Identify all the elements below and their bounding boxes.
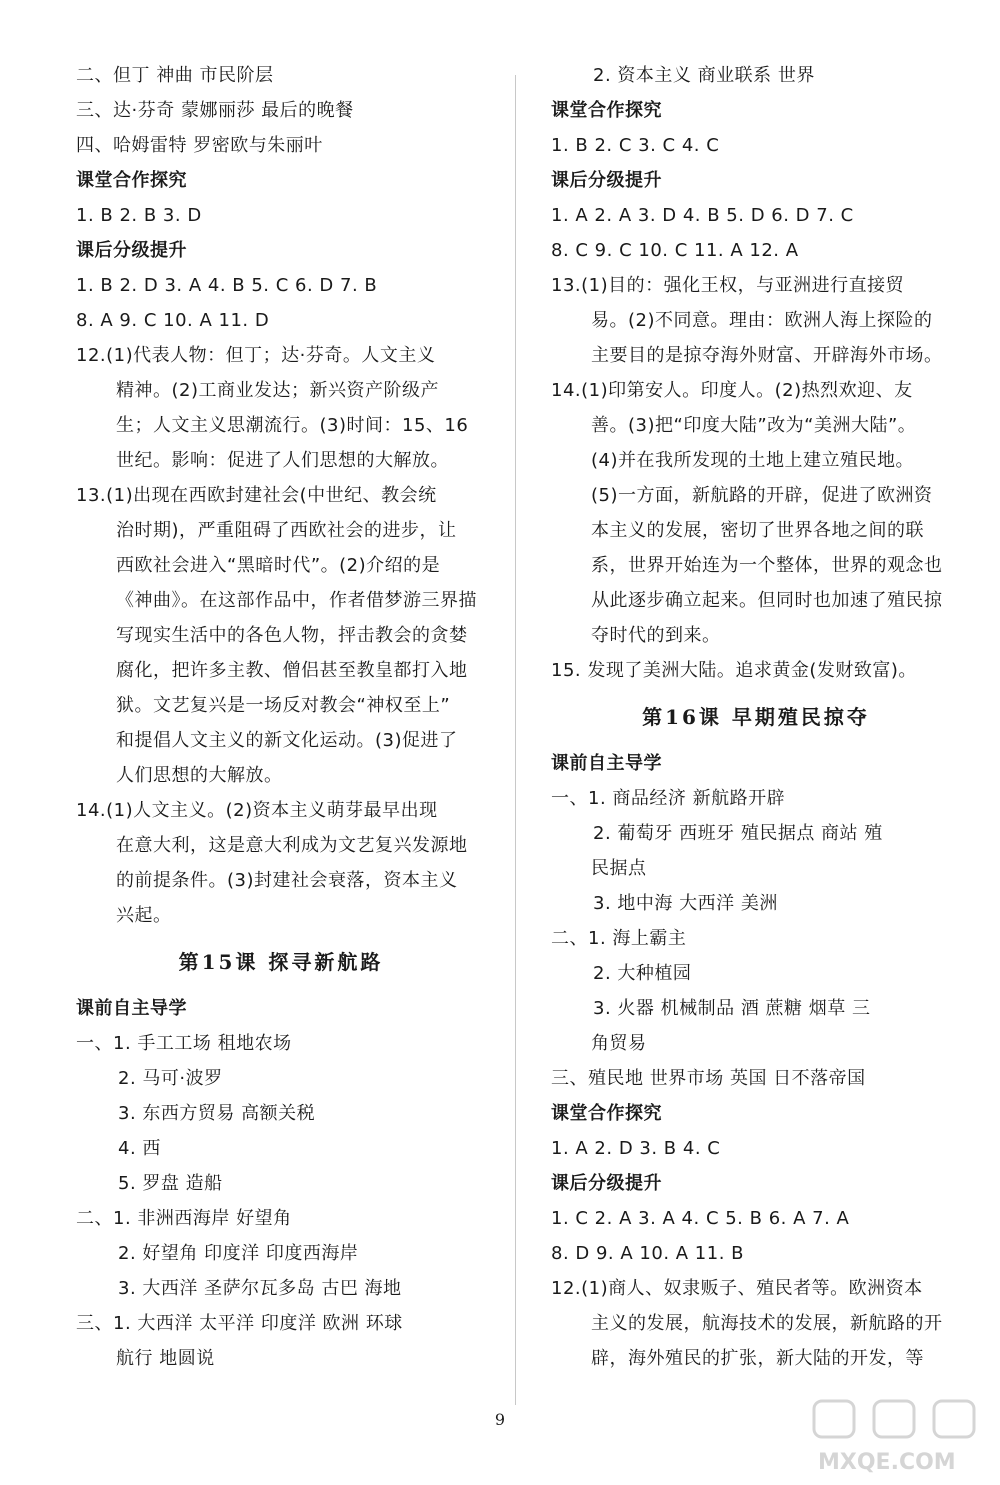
answer-continuation: 易。(2)不同意。理由：欧洲人海上探险的 (591, 310, 933, 331)
answer-sub-item: 5. 罗盘 造船 (118, 1173, 223, 1194)
answer-continuation: 航行 地圆说 (116, 1348, 215, 1369)
section-heading: 课堂合作探究 (76, 170, 187, 191)
answer-line: 1. B 2. C 3. C 4. C (551, 135, 720, 156)
answer-line: 1. A 2. A 3. D 4. B 5. D 6. D 7. C (551, 205, 854, 226)
answer-line: 一、1. 商品经济 新航路开辟 (551, 788, 786, 809)
answer-line: 13.(1)出现在西欧封建社会(中世纪、教会统 (76, 485, 437, 506)
answer-continuation: 本主义的发展，密切了世界各地之间的联 (591, 520, 924, 541)
right-column (551, 58, 961, 1376)
answer-sub-item: 2. 好望角 印度洋 印度西海岸 (118, 1243, 359, 1264)
answer-line: 1. B 2. B 3. D (76, 205, 202, 226)
answer-sub-item: 2. 葡萄牙 西班牙 殖民据点 商站 殖 (593, 823, 883, 844)
answer-line: 12.(1)商人、奴隶贩子、殖民者等。欧洲资本 (551, 1278, 923, 1299)
answer-line: 8. A 9. C 10. A 11. D (76, 310, 270, 331)
section-heading: 课前自主导学 (76, 998, 187, 1019)
section-heading: 课后分级提升 (551, 170, 662, 191)
answer-continuation: 夺时代的到来。 (591, 625, 721, 646)
answer-continuation: 辟，海外殖民的扩张，新大陆的开发，等 (591, 1348, 924, 1369)
answer-continuation: 世纪。影响：促进了人们思想的大解放。 (116, 450, 449, 471)
section-heading: 课后分级提升 (76, 240, 187, 261)
answer-continuation: 在意大利，这是意大利成为文艺复兴发源地 (116, 835, 468, 856)
answer-continuation: 的前提条件。(3)封建社会衰落，资本主义 (116, 870, 458, 891)
answer-continuation: 狱。文艺复兴是一场反对教会“神权至上” (116, 695, 451, 716)
answer-line: 1. C 2. A 3. A 4. C 5. B 6. A 7. A (551, 1208, 850, 1229)
answer-continuation: 腐化，把许多主教、僧侣甚至教皇都打入地 (116, 660, 468, 681)
answer-continuation: 主要目的是掠夺海外财富、开辟海外市场。 (591, 345, 943, 366)
answer-continuation: 主义的发展，航海技术的发展，新航路的开 (591, 1313, 943, 1334)
answer-sub-item: 3. 大西洋 圣萨尔瓦多岛 古巴 海地 (118, 1278, 402, 1299)
answer-line: 15. 发现了美洲大陆。追求黄金(发财致富)。 (551, 660, 917, 681)
answer-line: 8. D 9. A 10. A 11. B (551, 1243, 744, 1264)
answer-line: 三、1. 大西洋 太平洋 印度洋 欧洲 环球 (76, 1313, 403, 1334)
answer-continuation: 民据点 (591, 858, 647, 879)
answer-sub-item: 3. 东西方贸易 高额关税 (118, 1103, 316, 1124)
answer-continuation: 从此逐步确立起来。但同时也加速了殖民掠 (591, 590, 943, 611)
answer-line: 三、殖民地 世界市场 英国 日不落帝国 (551, 1068, 866, 1089)
answer-sub-item: 2. 马可·波罗 (118, 1068, 223, 1089)
answer-sub-item: 3. 火器 机械制品 酒 蔗糖 烟草 三 (593, 998, 871, 1019)
svg-text:MXQE.COM: MXQE.COM (818, 1450, 956, 1475)
section-heading: 课堂合作探究 (551, 1103, 662, 1124)
answer-line: 1. B 2. D 3. A 4. B 5. C 6. D 7. B (76, 275, 378, 296)
column-divider (515, 75, 516, 1405)
answer-sub-item: 2. 大种植园 (593, 963, 692, 984)
answer-continuation: 治时期)，严重阻碍了西欧社会的进步，让 (116, 520, 457, 541)
answer-continuation: 写现实生活中的各色人物，抨击教会的贪婪 (116, 625, 468, 646)
answer-line: 一、1. 手工工场 租地农场 (76, 1033, 292, 1054)
answer-continuation: 《神曲》。在这部作品中，作者借梦游三界描 (116, 590, 477, 611)
answer-sub-item: 2. 资本主义 商业联系 世界 (593, 65, 815, 86)
section-heading: 课前自主导学 (551, 753, 662, 774)
answer-line: 1. A 2. D 3. B 4. C (551, 1138, 721, 1159)
answer-continuation: 善。(3)把“印度大陆”改为“美洲大陆”。 (591, 415, 917, 436)
answer-sub-item: 3. 地中海 大西洋 美洲 (593, 893, 778, 914)
watermark-logo (812, 1397, 982, 1477)
lesson-title: 第16课 早期殖民掠夺 (642, 705, 870, 729)
answer-continuation: 人们思想的大解放。 (116, 765, 283, 786)
answer-line: 二、1. 非洲西海岸 好望角 (76, 1208, 292, 1229)
answer-continuation: (5)一方面，新航路的开辟，促进了欧洲资 (591, 485, 933, 506)
answer-continuation: 生；人文主义思潮流行。(3)时间：15、16 (116, 415, 469, 436)
answer-continuation: 兴起。 (116, 905, 172, 926)
answer-line: 二、1. 海上霸主 (551, 928, 687, 949)
answer-continuation: 精神。(2)工商业发达；新兴资产阶级产 (116, 380, 439, 401)
answer-continuation: 和提倡人文主义的新文化运动。(3)促进了 (116, 730, 458, 751)
answer-line: 三、达·芬奇 蒙娜丽莎 最后的晚餐 (76, 100, 354, 121)
answer-line: 二、但丁 神曲 市民阶层 (76, 65, 274, 86)
answer-line: 四、哈姆雷特 罗密欧与朱丽叶 (76, 135, 323, 156)
answer-continuation: 西欧社会进入“黑暗时代”。(2)介绍的是 (116, 555, 441, 576)
page-number: 9 (494, 1410, 506, 1429)
section-heading: 课后分级提升 (551, 1173, 662, 1194)
answer-continuation: 系，世界开始连为一个整体，世界的观念也 (591, 555, 943, 576)
answer-line: 8. C 9. C 10. C 11. A 12. A (551, 240, 799, 261)
answer-line: 12.(1)代表人物：但丁；达·芬奇。人文主义 (76, 345, 436, 366)
lesson-title: 第15课 探寻新航路 (178, 950, 384, 974)
left-column (76, 58, 486, 1376)
answer-continuation: 角贸易 (591, 1033, 647, 1054)
answer-line: 14.(1)印第安人。印度人。(2)热烈欢迎、友 (551, 380, 913, 401)
answer-line: 14.(1)人文主义。(2)资本主义萌芽最早出现 (76, 800, 438, 821)
section-heading: 课堂合作探究 (551, 100, 662, 121)
answer-continuation: (4)并在我所发现的土地上建立殖民地。 (591, 450, 914, 471)
answer-line: 13.(1)目的：强化王权，与亚洲进行直接贸 (551, 275, 905, 296)
answer-sub-item: 4. 西 (118, 1138, 161, 1159)
